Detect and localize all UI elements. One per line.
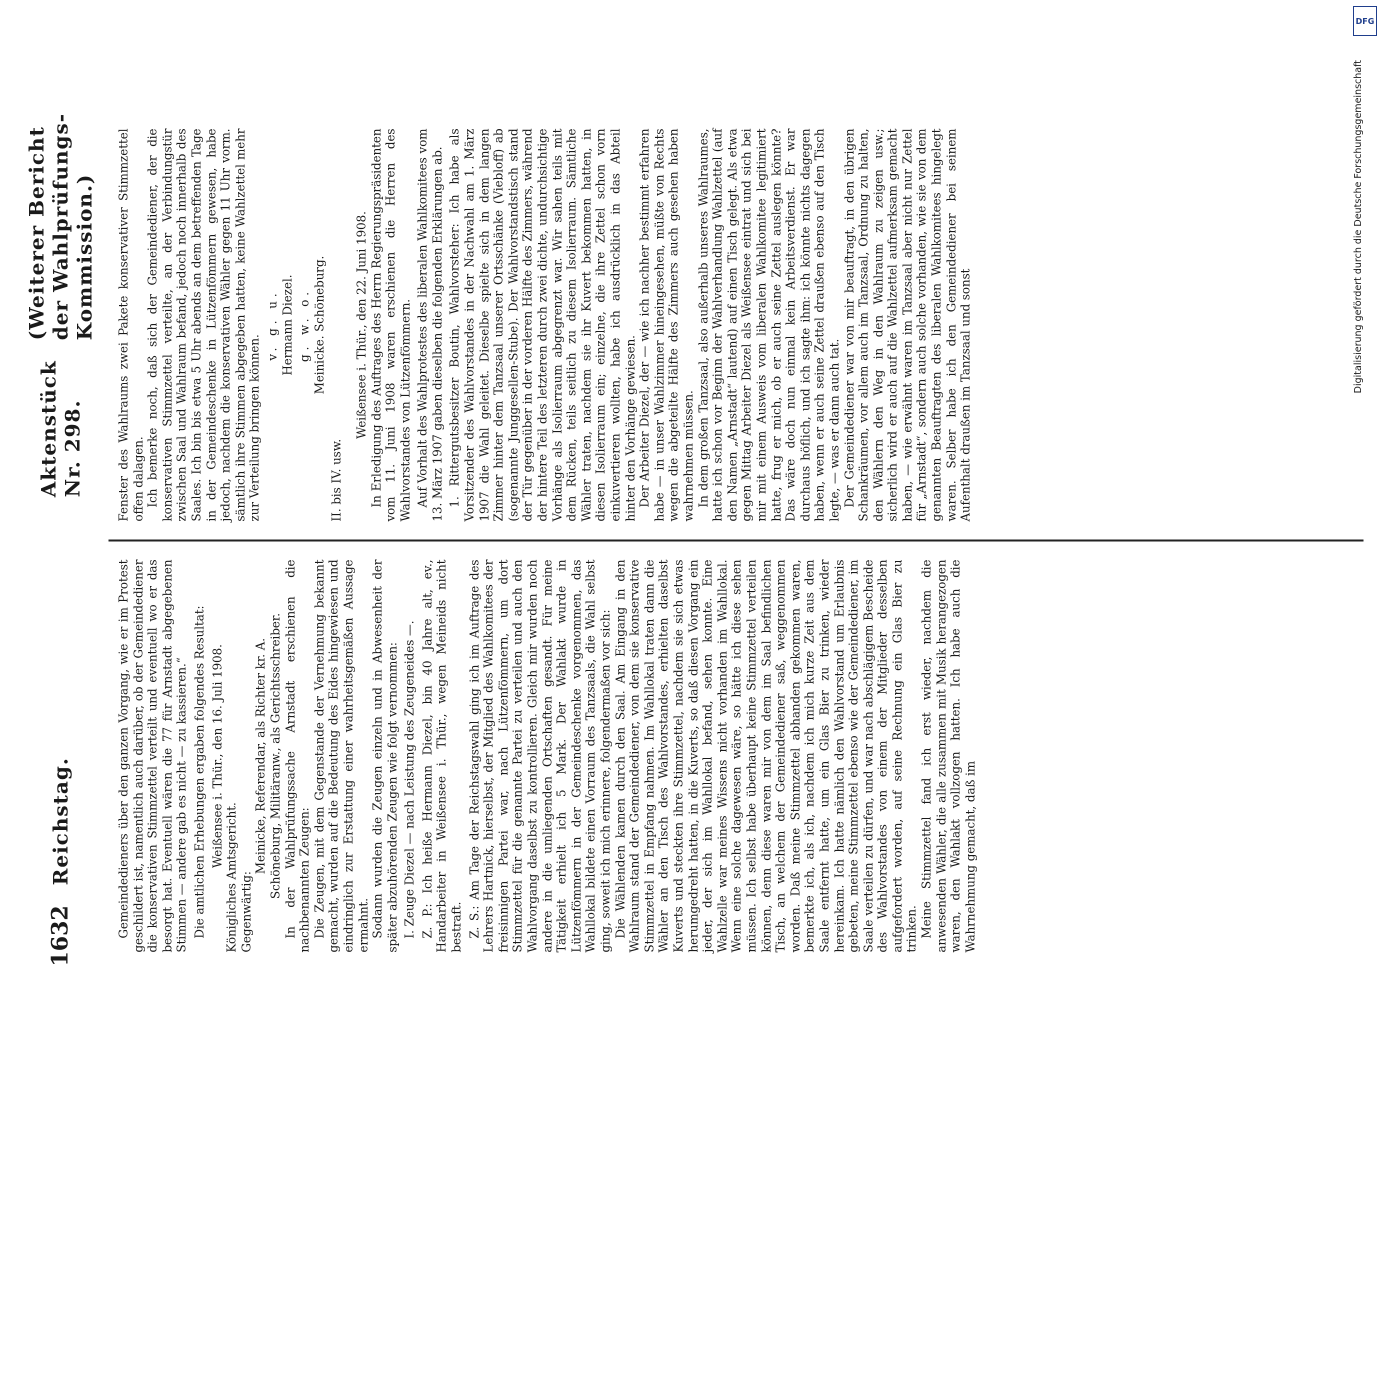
paragraph: Fenster des Wahlraums zwei Pakete konservativer Stimmzettel offen dalagen.	[116, 128, 145, 521]
signature-names: Meinicke. Schöneburg.	[311, 255, 326, 394]
paragraph: Die Wählenden kamen durch den Saal. Am Eingang in den Wahlraum stand der Gemeindediener, von dem sie konservative Stimmzettel in Empfang nahmen. Im Wahllokal traten dann die Wähler an den Tisch des Wahlvorstandes, erhielten daselbst Kuverts und steckten ihre Stimmzettel, nachdem sie sich etwas herumgedreht hatten, in die Kuverts, so daß diesen Vorgang ein jeder, der sich im Wahllokal befand, sehen konnte. Eine Wahlzelle war meines Wissens nicht vorhanden im Wahllokal. Wenn eine solche dagewesen wäre, so hätte ich diese sehen müssen. Ich selbst habe überhaupt keine Stimmzettel verteilen können, denn diese waren mir von dem im Saal befindlichen Tisch, an welchem der Gemeindediener saß, weggenommen worden. Daß meine Stimmzettel abhanden gekommen waren, bemerkte ich, als ich, nachdem ich mich kurze Zeit aus dem Saale entfernt hatte, um ein Glas Bier zu trinken, wieder hereinkam. Ich hatte nämlich den Wahlvorstand um Erlaubnis gebeten, meine Stimmzettel ebenso wie der Gemeindediener, im Saale verteilen zu dürfen, und war nach abschlägigem Bescheide des Wahlvorstandes von einem der Mitglieder desselben aufgefordert worden, auf seine Rechnung ein Glas Bier zu trinken.	[612, 559, 919, 952]
place-date: Weißensee i. Thür., den 16. Juli 1908.	[209, 643, 224, 868]
signature-gwo: g. w. o.	[297, 287, 312, 362]
running-header	[10, 110, 110, 966]
dfg-logo: DFG	[1353, 6, 1377, 36]
column-right	[108, 110, 1363, 541]
digitization-credit	[1349, 0, 1379, 1383]
signature-name: Hermann Diezel.	[279, 274, 294, 376]
paragraph: 1. Rittergutsbesitzer Boutin, Wahlvorsteher: Ich habe als Vorsitzender des Wahlvorstandes in der Nachwahl am 1. März 1907 die Wahl geleitet. Dieselbe spielte sich in dem langen Zimmer hinter dem Tanzsaal unserer Ortsschänke (Viebloff) ab (sogenannte Junggesellen-Stube). Der Wahlvorstandstisch stand der Tür gegenüber in der vorderen Hälfte des Zimmers, während der hintere Teil des letzteren durch zwei dichte, undurchsichtige Vorhänge als Isolierraum abgegrenzt war. Wir sahen teils mit dem Rücken, teils seitlich zu diesem Isolierraum. Sämtliche Wähler traten, nachdem sie ihr Kuvert bekommen hatten, in diesen Isolierraum ein; einzelne, die ihre Zettel schon vorn einkuvertieren wollten, habe ich ausdrücklich in das Abteil hinter den Vorhänge gewiesen.	[447, 128, 637, 521]
paragraph: Z. S.: Am Tage der Reichstagswahl ging ich im Auftrage des Lehrers Hartnick, hierselbst, der Mitglied des Wahlkomitees der freisinnigen Partei war, nach Lützenfömmern, um dort Stimmzettel für die genannte Partei zu verteilen und auch den Wahlvorgang daselbst zu kontrollieren. Gleich mir wurden noch andere in die umliegenden Ortschaften gesandt. Für meine Tätigkeit erhielt ich 5 Mark. Der Wahlakt wurde in Lützenfömmern in der Gemeindeschenke vorgenommen, das Wahllokal bildete einen Vorraum des Tanzsaals, die Wahl selbst ging, soweit ich mich erinnere, folgendermaßen vor sich:	[466, 559, 612, 952]
text-columns	[108, 110, 1363, 970]
column-left	[108, 541, 1363, 970]
present-judge: Meinicke, Referendar, als Richter kr. A.	[253, 637, 268, 874]
paragraph: Die Zeugen, mit dem Gegenstande der Vernehmung bekannt gemacht, wurden auf die Bedeutung des Eides hingewiesen und eindringlich zur Erstattung einer wahrheitsgemäßen Aussage ermahnt.	[311, 559, 370, 952]
paragraph: Gemeindedieners über den ganzen Vorgang, wie er im Protest geschildert ist, namentlich auch darüber, ob der Gemeindediener die konservativen Stimmzettel verteilt und eventuell wo er das besorgt hat. Eventuell wären die 77 für Arnstadt abgegebenen Stimmen — andere gab es nicht — zu kassieren.“	[116, 559, 189, 952]
paragraph: Der Gemeindediener war von mir beauftragt, in den übrigen Schankräumen, vor allem auch im Tanzsaal, Ordnung zu halten, den Wählern den Weg in den Wahlraum zu zeigen usw.; sicherlich wird er auch auf die Wahlzettel aufmerksam gemacht haben, — wie erwähnt waren im Tanzsaal aber nicht nur Zettel für „Arnstadt“, sondern auch solche vorhanden, wie sie von dem genannten Beauftragten des liberalen Wahlkomitees hingelegt waren. Selber habe ich den Gemeindediener bei seinem Aufenthalt draußen im Tanzsaal und sonst	[841, 128, 973, 521]
header-left: Reichstag.	[48, 756, 72, 885]
present-clerk: Schöneburg, Militäranw., als Gerichtsschreiber.	[267, 612, 282, 899]
page-number: 1632	[47, 904, 73, 966]
header-mid: Aktenstück Nr. 298.	[36, 359, 84, 497]
paragraph: Z. P.: Ich heiße Hermann Diezel, bin 40 Jahre alt, ev., Handarbeiter in Weißensee i. Thür., wegen Meineids nicht bestraft.	[419, 559, 464, 952]
paragraph: Auf Vorhalt des Wahlprotestes des liberalen Wahlkomitees vom 13. März 1907 gaben dieselben die folgenden Erklärungen ab.	[415, 128, 444, 521]
section-marker: II. bis IV. usw.	[329, 438, 344, 521]
credit-text: Digitalisierung gefördert durch die Deutsche Forschungsgemeinschaft	[1353, 60, 1364, 394]
witness-heading: I. Zeuge Diezel — nach Leistung des Zeugeneides —.	[402, 619, 417, 938]
paragraph: Ich bemerke noch, daß sich der Gemeindediener, der die konservativen Stimmzettel verteilte, an der Verbindungstür zwischen Saal und Wahlraum befand, jedoch noch innerhalb des Saales. Ich bin bis etwa 5 Uhr abends an dem betreffenden Tage in der Gemeindeschenke in Lützenfömmern gewesen, habe jedoch, nachdem die konservativen Wähler gegen 11 Uhr vorm. sämtlich ihre Stimmen abgegeben hatten, keine Wahlzettel mehr zur Verteilung bringen können.	[145, 128, 262, 521]
paragraph: In dem großen Tanzsaal, also außerhalb unseres Wahlraumes, hatte ich schon vor Beginn der Wahlverhandlung Wahlzettel (auf den Namen „Arnstadt“ lautend) auf einen Tisch gelegt. Als etwa gegen Mittag Arbeiter Diezel als Weißensee eintrat und sich bei mir mit einem Ausweis vom liberalen Wahlkomitee legitimiert hatte, frug er mich, ob er auch seine Zettel auslegen könnte? Das wäre doch nun einmal kein Arbeitsverdienst. Er war durchaus höflich, und ich sagte ihm: ich könnte nichts dagegen haben, wenn er auch seine Zettel draußen ebenso auf den Tisch legte, — was er dann auch tat.	[695, 128, 841, 521]
header-right: (Weiterer Bericht der Wahlprüfungs-Kommission.)	[24, 112, 96, 340]
paragraph: Sodann wurden die Zeugen einzeln und in Abwesenheit der später abzuhörenden Zeugen wie folgt vernommen:	[370, 559, 399, 952]
place-date: Weißensee i. Thür., den 22. Juni 1908.	[353, 210, 368, 439]
court-name: Königliches Amtsgericht.	[224, 801, 239, 952]
present-label: Gegenwärtig:	[238, 870, 253, 952]
paragraph: In Erledigung des Auftrages des Herrn Regierungspräsidenten vom 11. Juni 1908 waren erschienen die Herren des Wahlvorstandes von Lützenfömmern.	[368, 128, 412, 521]
signature-vgu: v. g. u.	[264, 288, 279, 361]
paragraph: In der Wahlprüfungssache Arnstadt erschienen die nachbenannten Zeugen:	[282, 559, 312, 952]
paragraph: Meine Stimmzettel fand ich erst wieder, nachdem die anwesenden Wähler, die alle zusammen mit Musik herangezogen waren, den Wahlakt vollzogen hatten. Ich habe auch die Wahrnehmung gemacht, daß im	[919, 559, 977, 952]
paragraph: Der Arbeiter Diezel, der — wie ich nachher bestimmt erfahren habe — in unser Wahlzimmer hineingesehen, müßte von Rechts wegen die abgeteilte Hälfte des Zimmers auch gesehen haben wahrnehmen müssen.	[637, 128, 695, 521]
paragraph: Die amtlichen Erhebungen ergaben folgendes Resultat:	[191, 604, 206, 938]
